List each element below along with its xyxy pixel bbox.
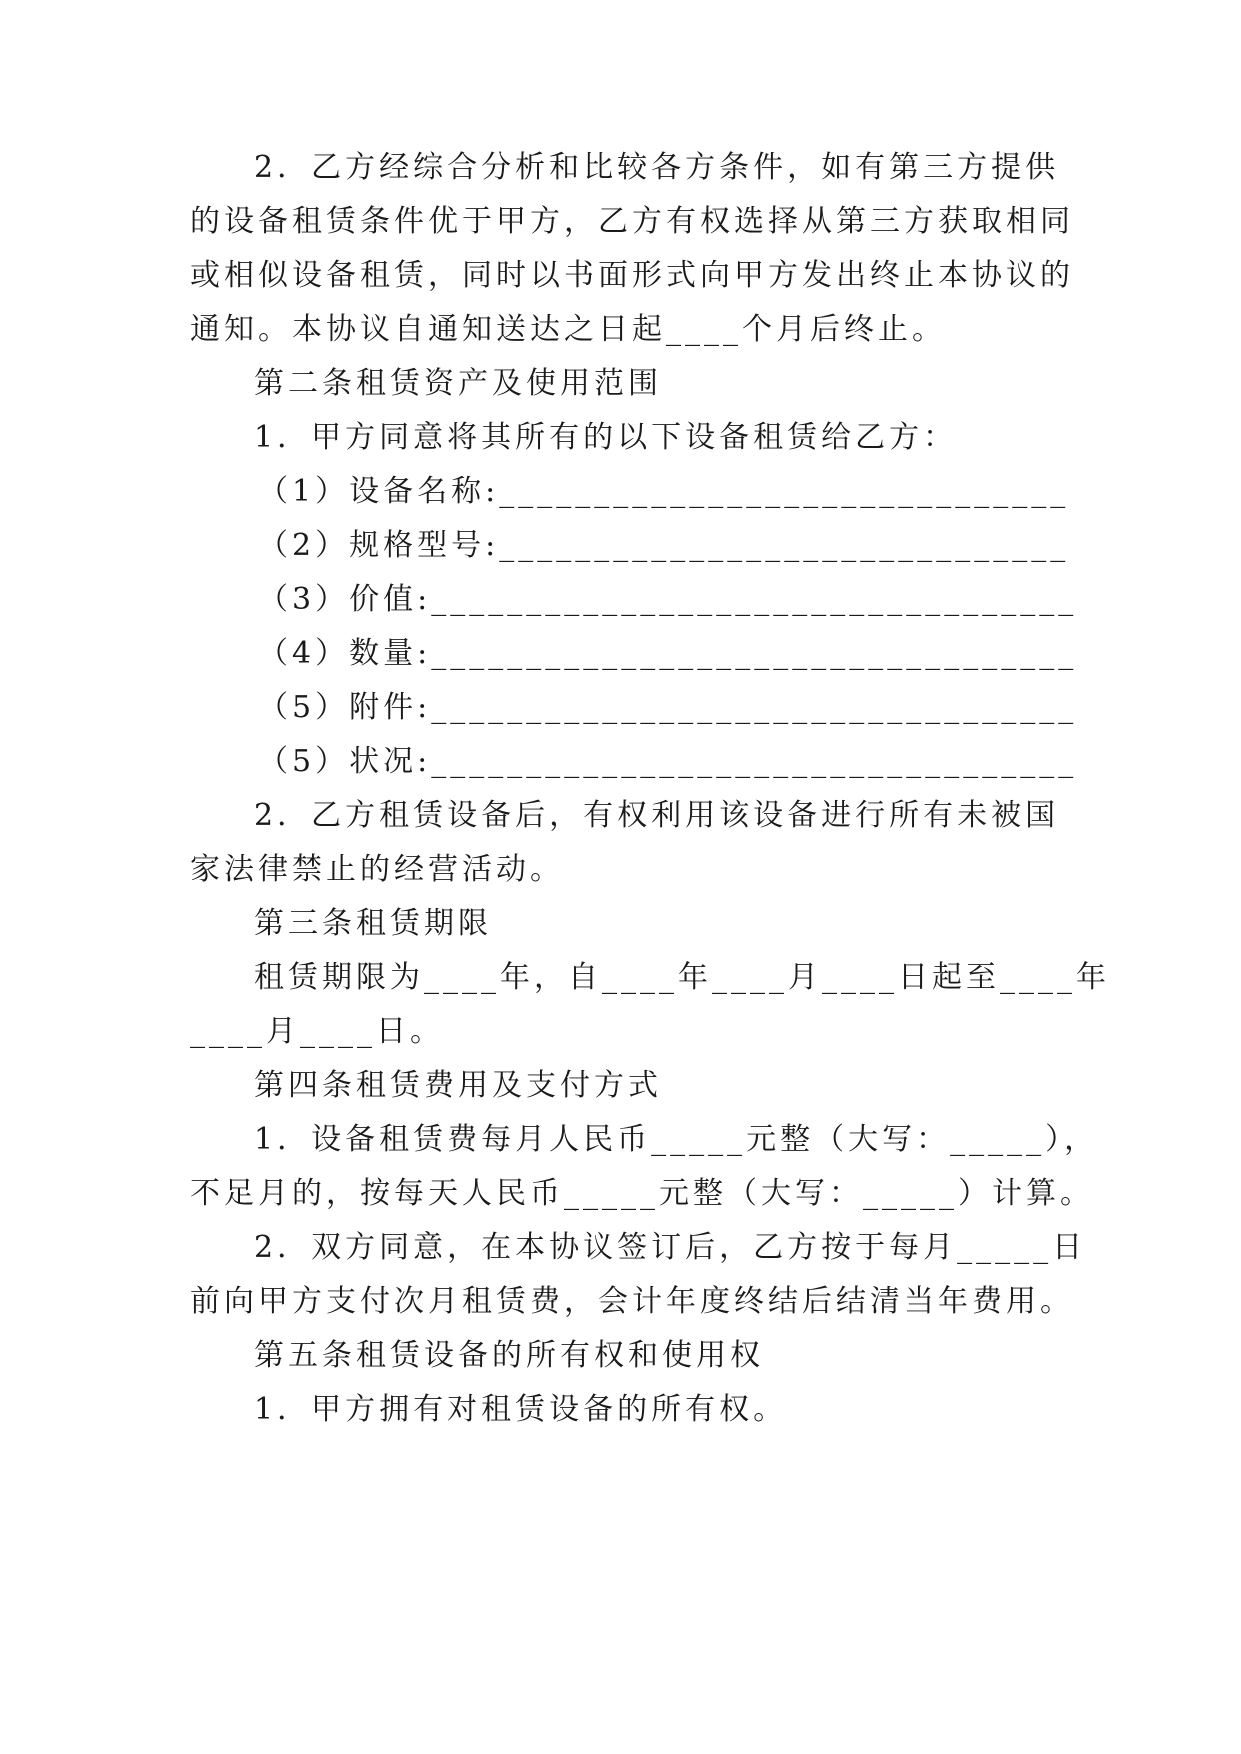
paragraph-line: 租赁期限为____年，自____年____月____日起至____年: [254, 960, 1110, 995]
article-heading: 第三条租赁期限: [254, 906, 492, 941]
article-heading: 第二条租赁资产及使用范围: [254, 366, 662, 401]
model-spec-field: （2）规格型号:______________________________: [258, 528, 1070, 563]
paragraph-line: 的设备租赁条件优于甲方，乙方有权选择从第三方获取相同: [190, 204, 1074, 239]
paragraph-line: 或相似设备租赁，同时以书面形式向甲方发出终止本协议的: [190, 258, 1074, 293]
paragraph-line: 前向甲方支付次月租赁费，会计年度终结后结清当年费用。: [190, 1284, 1074, 1319]
paragraph-line: 2．双方同意，在本协议签订后，乙方按于每月_____日: [254, 1230, 1087, 1265]
paragraph-line: 2．乙方经综合分析和比较各方条件，如有第三方提供: [254, 150, 1060, 185]
article-heading: 第四条租赁费用及支付方式: [254, 1068, 662, 1103]
paragraph-line: 家法律禁止的经营活动。: [190, 852, 564, 887]
value-field: （3）价值:__________________________________: [258, 582, 1078, 617]
paragraph-line: 不足月的，按每天人民币_____元整（大写：_____）计算。: [190, 1176, 1094, 1211]
condition-field: （5）状况:__________________________________: [258, 744, 1078, 779]
paragraph-line: 通知。本协议自通知送达之日起____个月后终止。: [190, 312, 946, 347]
accessories-field: （5）附件:__________________________________: [258, 690, 1078, 725]
paragraph-line: ____月____日。: [190, 1014, 444, 1049]
paragraph-line: 1．甲方拥有对租赁设备的所有权。: [254, 1392, 788, 1427]
equipment-name-field: （1）设备名称:______________________________: [258, 474, 1070, 509]
quantity-field: （4）数量:__________________________________: [258, 636, 1078, 671]
article-heading: 第五条租赁设备的所有权和使用权: [254, 1338, 764, 1373]
paragraph-line: 1．设备租赁费每月人民币_____元整（大写：_____），: [254, 1122, 1099, 1157]
paragraph-line: 2．乙方租赁设备后，有权利用该设备进行所有未被国: [254, 798, 1060, 833]
paragraph-line: 1．甲方同意将其所有的以下设备租赁给乙方：: [254, 420, 958, 455]
